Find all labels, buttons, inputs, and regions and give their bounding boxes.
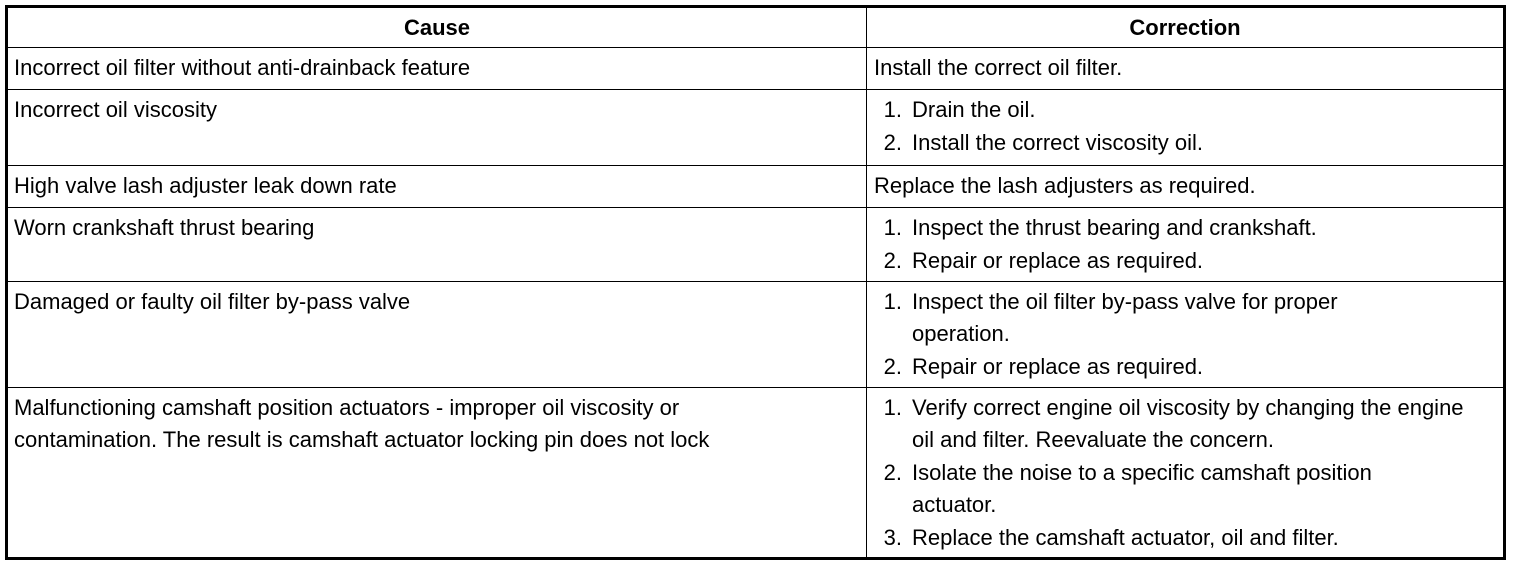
correction-cell	[867, 90, 1503, 165]
correction-cell: Replace the lash adjusters as required.	[874, 173, 1256, 198]
step-item	[867, 286, 1503, 350]
step-text: Inspect the thrust bearing and crankshaft.	[912, 215, 1317, 240]
step-text: Drain the oil.	[912, 97, 1036, 122]
step-item	[867, 457, 1503, 521]
correction-cell	[867, 282, 1503, 387]
cause-cell: Worn crankshaft thrust bearing	[8, 208, 867, 281]
table-row	[8, 282, 1503, 388]
table-row	[8, 208, 1503, 282]
header-cause: Cause	[8, 8, 867, 47]
step-text: Replace the camshaft actuator, oil and filter.	[912, 525, 1339, 550]
step-number: 2.	[883, 354, 902, 379]
step-number: 1.	[883, 215, 902, 240]
cause-cell: Incorrect oil viscosity	[8, 90, 867, 165]
step-number: 3.	[883, 525, 902, 550]
step-number: 2.	[883, 460, 902, 485]
table-header-row	[8, 8, 1503, 48]
correction-cell	[867, 388, 1503, 557]
table-row	[8, 90, 1503, 166]
step-number: 1.	[883, 289, 902, 314]
step-item	[867, 127, 1503, 159]
table-row	[8, 388, 1503, 557]
cause-cell: Malfunctioning camshaft position actuators - improper oil viscosity or contamination. The result is camshaft actuator locking pin does not lock	[8, 388, 867, 557]
step-text: Repair or replace as required.	[912, 354, 1204, 379]
header-correction: Correction	[1129, 15, 1241, 40]
step-text: Inspect the oil filter by-pass valve for proper operation.	[912, 289, 1338, 346]
step-number: 2.	[883, 130, 902, 155]
cause-cell: Damaged or faulty oil filter by-pass valve	[8, 282, 867, 387]
diagnosis-table	[5, 5, 1506, 560]
cause-cell: Incorrect oil filter without anti-drainback feature	[8, 48, 867, 89]
step-number: 2.	[883, 248, 902, 273]
step-text: Verify correct engine oil viscosity by changing the engine oil and filter. Reevaluate the concern.	[912, 395, 1464, 452]
correction-cell	[867, 208, 1503, 281]
step-item	[867, 245, 1503, 277]
step-item	[867, 351, 1503, 383]
table-row	[8, 48, 1503, 90]
table-row	[8, 166, 1503, 208]
step-item	[867, 94, 1503, 126]
step-text: Isolate the noise to a specific camshaft position actuator.	[912, 460, 1372, 517]
step-text: Repair or replace as required.	[912, 248, 1204, 273]
cause-cell: High valve lash adjuster leak down rate	[8, 166, 867, 207]
step-text: Install the correct viscosity oil.	[912, 130, 1203, 155]
step-number: 1.	[883, 395, 902, 420]
step-item	[867, 212, 1503, 244]
correction-cell: Install the correct oil filter.	[874, 55, 1123, 80]
step-item	[867, 522, 1503, 554]
step-number: 1.	[883, 97, 902, 122]
step-item	[867, 392, 1503, 456]
